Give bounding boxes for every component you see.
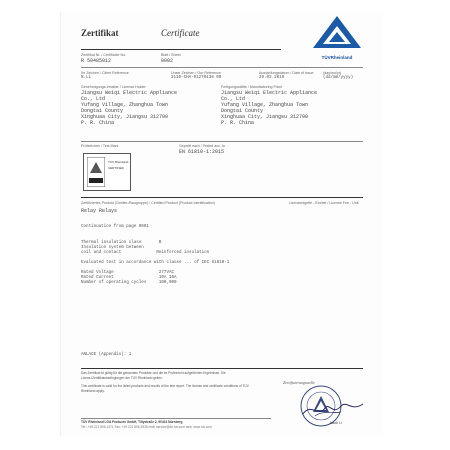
product-specs <box>81 241 229 286</box>
header-rule <box>81 49 281 50</box>
footer-para-de: Das Zertifikat ist gültig für die genannten Produkte und die im Prüfbericht aufgeführten Ergebnisse. Die Lizenz-/Zertifikatsbedingungen der TÜV Rheinland gelten. <box>81 371 226 380</box>
holder-line: P. R. China <box>81 120 115 126</box>
title-de: Zertifikat <box>81 28 119 38</box>
plant-line: Xinghuaa City, Jiangsu 312700 <box>221 114 309 120</box>
holder-line: Xinghuaa City, Jiangsu 312700 <box>81 114 169 120</box>
reg-label: Zertifikat Nr. / Certificate No. <box>81 53 127 57</box>
contact-line: Tel.: +49 221 806-1371 Fax: +49 221 806-3935 mail: service@de.tuv.com web: www.tuv.com <box>81 425 212 429</box>
mark-badge-text: TUV Rheinland <box>108 160 129 164</box>
sheet-value: 0002 <box>161 58 174 64</box>
spec-line: Number of operating cycles 100,000 <box>81 281 177 285</box>
spec-line: Insulation system between <box>81 246 144 250</box>
holder-address <box>81 90 177 126</box>
zert-label: Zertifizierungsstelle <box>283 380 315 385</box>
plant-line: Dongtai County <box>221 108 264 114</box>
signature-scribble-icon <box>301 398 365 420</box>
holder-line: Yufang Village, Zhanghua Town <box>81 102 169 108</box>
standard-label: Geprüft nach / Tested acc. to <box>179 144 225 148</box>
signer-name: Jakob LI <box>329 421 342 425</box>
brand-name: TÜVRheinland <box>321 55 353 60</box>
footer-rule <box>81 368 363 369</box>
appendix-note: ANLAGE (Appendix): 1 <box>81 353 132 357</box>
plant-label: Fertigungsstätte / Manufacturing Plant <box>221 85 282 89</box>
holder-line: Jiangsu Weiqi Electric Appliance <box>81 90 178 96</box>
divider <box>81 141 363 142</box>
day-value: (dd/mm/yyyy) <box>323 76 354 80</box>
holder-line: Dongtai County <box>81 108 124 114</box>
divider <box>81 67 363 68</box>
plant-line: P. R. China <box>221 120 255 126</box>
certificate-page <box>60 12 383 436</box>
standard-value: EN 61810-1:2015 <box>179 149 225 155</box>
title-en: Certificate <box>161 28 200 38</box>
plant-line: Jiangsu Weiqi Electric Appliance <box>221 90 318 96</box>
spec-line: Evaluated test in accordance with clause ... of IEC 61810-1 <box>81 261 230 265</box>
plant-line: Yufang Village, Zhanghua Town <box>221 102 309 108</box>
continuation-note: Continuation from page 0001 <box>81 225 149 229</box>
product-value: Relay Relays <box>81 208 118 214</box>
holder-line: Co., Ltd <box>81 96 106 102</box>
ref-value: 3110-CHA-01270438 00 <box>171 76 222 80</box>
holder-label: Genehmigungs-Inhaber / License Holder <box>81 85 146 89</box>
date-label: Ausstellungsdatum / Date of Issue <box>259 71 314 75</box>
test-mark-badge <box>83 153 131 191</box>
mark-badge-sub: CERTIFIED <box>108 166 124 170</box>
id-value: N.Li <box>81 76 92 80</box>
id-label: Ihr Zeichen / Client Reference <box>81 71 129 75</box>
spec-line: Rated Current 10A 16A <box>81 276 177 280</box>
footer-para-en: This certificate is valid for the listed products and results of the test report. The license and certificate conditions of TÜV Rheinland apply. <box>81 384 249 393</box>
address-rule <box>81 418 271 419</box>
tuv-triangle-icon <box>309 14 365 50</box>
tuv-logo <box>309 14 365 60</box>
section-rule <box>81 197 363 198</box>
plant-line: Co., Ltd <box>221 96 246 102</box>
license-label: Lizenzentgelte - Einheit / License Fee - Unit <box>289 201 359 205</box>
sheet-label: Blatt / Sheet <box>161 53 181 57</box>
reg-value: R 50485012 <box>81 58 112 64</box>
ref-label: Unser Zeichen / Our Reference <box>171 71 221 75</box>
mark-label: Prüfzeichen / Test Mark <box>81 144 119 148</box>
spec-line: Rated Voltage 277VAC <box>81 271 174 275</box>
product-label: Zertifiziertes Produkt (Geräte-/Baugruppe) / Certified Product (Product Identification) <box>81 201 215 205</box>
plant-address <box>221 90 317 126</box>
day-label: (day/mo/yr) <box>323 71 342 75</box>
spec-line: Thermal insulation class B <box>81 241 162 245</box>
test-mark-icon <box>87 157 105 187</box>
spec-line: coil and contact Reinforced insulation <box>81 251 210 255</box>
date-value: 29.03.2019 <box>259 76 285 80</box>
issuer-address: TÜV Rheinland LGA Products GmbH, Tillystraße 2, 90431 Nürnberg <box>81 420 183 424</box>
